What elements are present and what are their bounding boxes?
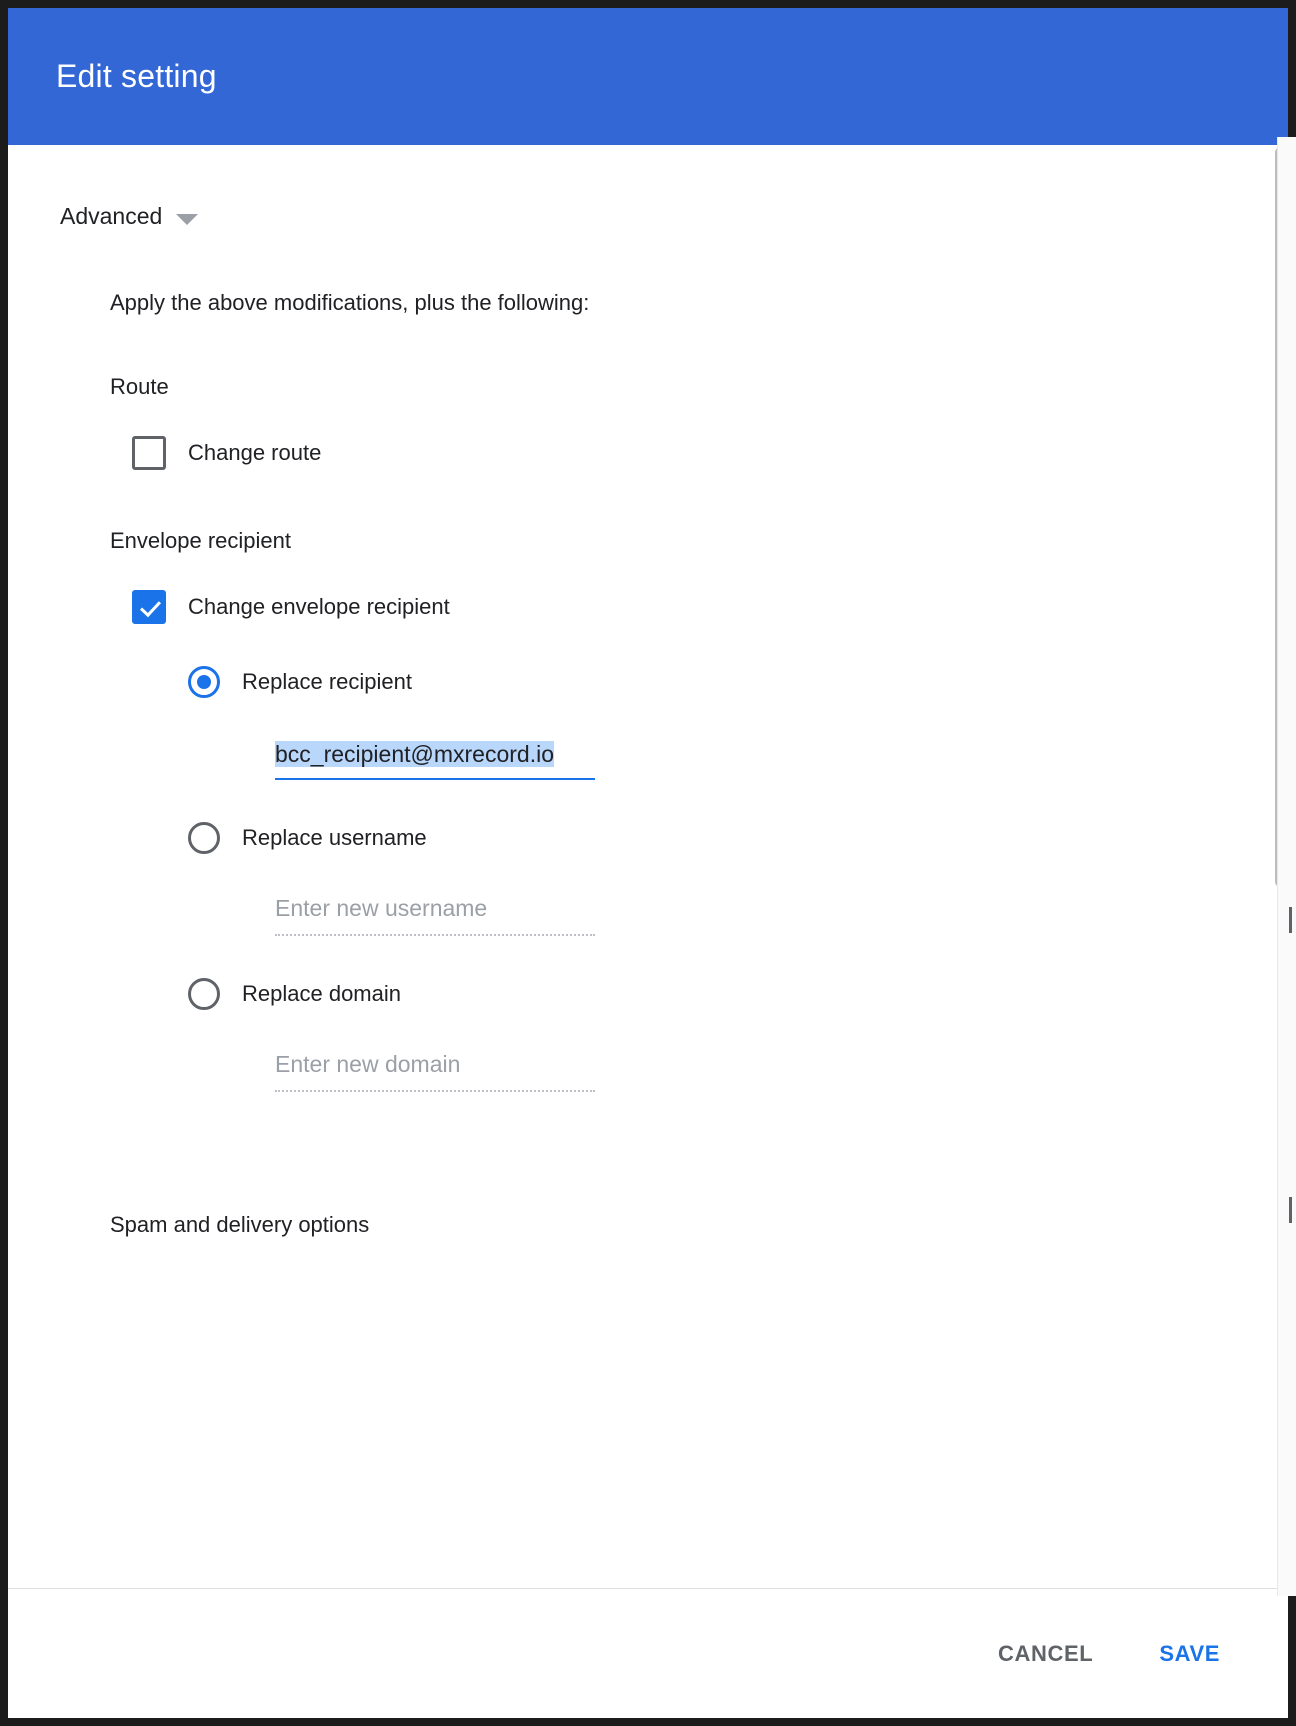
dialog-body xyxy=(8,145,1288,1588)
replace-username-row[interactable] xyxy=(110,822,1216,854)
caret-down-icon[interactable] xyxy=(176,214,198,225)
change-envelope-recipient-row[interactable] xyxy=(110,590,1216,624)
replace-recipient-input[interactable] xyxy=(275,732,595,780)
replace-username-label: Replace username xyxy=(242,825,427,850)
change-route-checkbox[interactable] xyxy=(132,436,166,470)
replace-domain-radio[interactable] xyxy=(188,978,220,1010)
replace-username-input[interactable]: Enter new username xyxy=(275,888,595,936)
save-button[interactable]: SAVE xyxy=(1145,1627,1234,1681)
advanced-section-content xyxy=(8,290,1256,1238)
replace-recipient-value: bcc_recipient@mxrecord.io xyxy=(275,741,555,767)
cancel-button[interactable]: CANCEL xyxy=(984,1627,1107,1681)
replace-domain-label: Replace domain xyxy=(242,981,401,1006)
group-label-envelope-recipient: Envelope recipient xyxy=(110,528,292,553)
intro-text: Apply the above modifications, plus the following: xyxy=(110,290,590,315)
edit-setting-dialog xyxy=(8,8,1288,1718)
replace-domain-row[interactable] xyxy=(110,978,1216,1010)
replace-recipient-label: Replace recipient xyxy=(242,669,412,694)
advanced-section-label: Advanced xyxy=(60,203,163,229)
replace-username-field-wrap xyxy=(110,888,1216,936)
replace-domain-input[interactable]: Enter new domain xyxy=(275,1044,595,1092)
background-page-edge xyxy=(1277,137,1296,1596)
dialog-footer xyxy=(8,1588,1288,1718)
replace-username-radio[interactable] xyxy=(188,822,220,854)
replace-recipient-radio[interactable] xyxy=(188,666,220,698)
change-envelope-recipient-checkbox[interactable] xyxy=(132,590,166,624)
change-route-row[interactable] xyxy=(110,436,1216,470)
group-label-route: Route xyxy=(110,374,169,399)
dialog-header xyxy=(8,8,1288,145)
replace-recipient-field-wrap xyxy=(110,732,1216,780)
advanced-section-toggle[interactable] xyxy=(8,145,1256,230)
background-edge-mark-2 xyxy=(1289,1197,1292,1223)
replace-domain-field-wrap xyxy=(110,1044,1216,1092)
group-label-spam-and-delivery-options: Spam and delivery options xyxy=(110,1212,370,1237)
change-route-label: Change route xyxy=(188,440,322,465)
dialog-scroll-content xyxy=(8,145,1256,1238)
replace-recipient-row[interactable] xyxy=(110,666,1216,698)
change-envelope-recipient-label: Change envelope recipient xyxy=(188,594,450,619)
background-edge-mark-1 xyxy=(1289,907,1292,933)
dialog-title: Edit setting xyxy=(56,58,217,94)
